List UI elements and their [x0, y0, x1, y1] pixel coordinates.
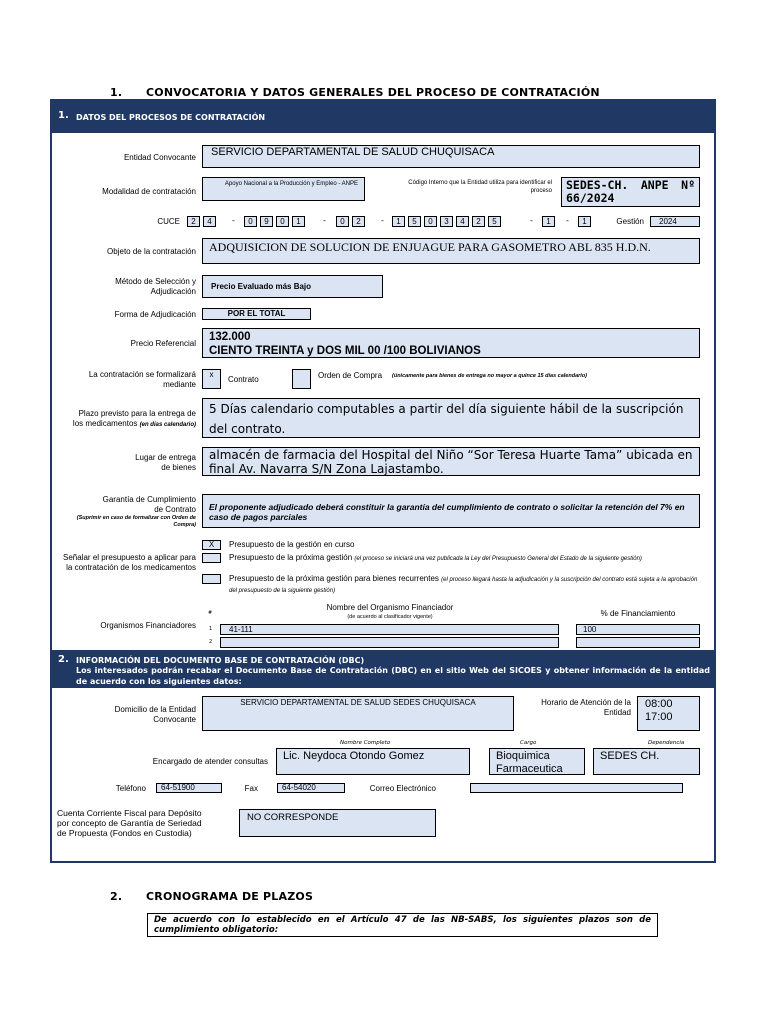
presupuesto-option-2-checkbox[interactable]: [202, 553, 221, 563]
metodo-field[interactable]: Precio Evaluado más Bajo: [202, 275, 383, 298]
domicilio-label-2: Convocante: [153, 715, 196, 724]
lugar-label-1: Lugar de entrega: [135, 453, 196, 462]
band-title: INFORMACIÓN DEL DOCUMENTO BASE DE CONTRATACIÓN (DBC): [76, 656, 365, 665]
contrato-checkbox[interactable]: x: [202, 369, 221, 389]
nombre-header: Nombre Completo: [340, 740, 391, 746]
orden-checkbox[interactable]: [292, 369, 311, 389]
organismo-row-1-pct[interactable]: 100: [576, 624, 700, 635]
cuce-separator: -: [566, 216, 569, 225]
organismos-label: Organismos Financiadores: [100, 621, 196, 630]
modalidad-label: Modalidad de contratación: [102, 187, 196, 196]
garantia-field[interactable]: El proponente adjudicado deberá constituir la garantía del cumplimiento de contrato o solicitar la retención del 7% en caso de pagos parciales: [202, 494, 700, 528]
telefono-field[interactable]: 64-51900: [156, 783, 222, 793]
cargo-line-1: Bioquimica: [496, 750, 550, 762]
organismos-hash: #: [208, 610, 213, 616]
formaliza-label-1: La contratación se formalizará: [88, 370, 196, 379]
objeto-label: Objeto de la contratación: [107, 247, 196, 256]
domicilio-field[interactable]: SERVICIO DEPARTAMENTAL DE SALUD SEDES CHUQUISACA: [202, 696, 514, 731]
codigo-field[interactable]: SEDES-CH. ANPE Nº 66/2024: [561, 177, 700, 207]
precio-label: Precio Referencial: [130, 339, 196, 348]
section-title: CONVOCATORIA Y DATOS GENERALES DEL PROCESO DE CONTRATACIÓN: [146, 86, 600, 99]
cuenta-label-3: de Propuesta (Fondos en Custodia): [57, 828, 192, 838]
cuenta-label-1: Cuenta Corriente Fiscal para Depósito: [57, 808, 202, 818]
encargado-nombre-field[interactable]: Lic. Neydoca Otondo Gomez: [276, 748, 470, 775]
lugar-field[interactable]: almacén de farmacia del Hospital del Niño “Sor Teresa Huarte Tama” ubicada en final Av. Navarra S/N Zona Lajastambo.: [202, 447, 700, 476]
presupuesto-option-1-label: Presupuesto de la gestión en curso: [229, 540, 355, 549]
cuce-digit-box[interactable]: 3: [440, 216, 453, 227]
section-number: 1.: [110, 86, 123, 99]
presupuesto-option-3-checkbox[interactable]: [202, 574, 221, 584]
forma-field[interactable]: POR EL TOTAL: [202, 308, 311, 320]
precio-amount: 132.000: [209, 331, 251, 343]
objeto-field[interactable]: ADQUISICION DE SOLUCION DE ENJUAGUE PARA GASOMETRO ABL 835 H.D.N.: [202, 238, 700, 264]
metodo-label-1: Método de Selección y: [115, 277, 196, 286]
cuce-digit-box[interactable]: 0: [276, 216, 289, 227]
organismo-row-1-name[interactable]: 41-111: [220, 624, 559, 635]
presupuesto-option-2-label: Presupuesto de la próxima gestión: [229, 553, 353, 562]
encargado-cargo-field[interactable]: [489, 748, 585, 775]
organismo-row-2-name[interactable]: [220, 637, 559, 648]
presupuesto-option-3: [229, 574, 699, 596]
fax-label: Fax: [244, 784, 258, 793]
precio-field[interactable]: [202, 328, 700, 358]
garantia-label-1: Garantía de Cumplimiento: [102, 495, 196, 504]
contrato-label: Contrato: [228, 375, 259, 384]
organismos-col-note: (de acuerdo al clasificador vigente): [347, 614, 433, 620]
cuce-digit-box[interactable]: 0: [244, 216, 257, 227]
metodo-label-2: Adjudicación: [150, 287, 196, 296]
cargo-header: Cargo: [520, 740, 537, 746]
presupuesto-label: Señalar el presupuesto a aplicar para la contratación de los medicamentos: [63, 553, 196, 572]
formaliza-label-2: mediante: [163, 380, 196, 389]
organismo-row-2-number: 2: [209, 639, 213, 645]
orden-label: Orden de Compra: [318, 371, 383, 380]
gestion-field[interactable]: 2024: [650, 216, 700, 227]
cuce-digit-box[interactable]: 9: [260, 216, 273, 227]
fax-field[interactable]: 64-54020: [277, 783, 345, 793]
cuce-digit-box[interactable]: 5: [408, 216, 421, 227]
garantia-label-note: (Suprimir en caso de formalizar con Orden de Compra): [76, 515, 196, 528]
presupuesto-option-2-note: (el proceso se iniciará una vez publicada la Ley del Presupuesto General del Estado de la siguiente gestión): [354, 556, 642, 562]
cuce-separator: -: [232, 216, 235, 225]
cuce-digit-box[interactable]: 1: [578, 216, 591, 227]
cuce-digit-box[interactable]: 0: [424, 216, 437, 227]
cuce-digit-box[interactable]: 1: [292, 216, 305, 227]
forma-label: Forma de Adjudicación: [114, 310, 196, 319]
orden-note: (únicamente para bienes de entrega no mayor a quince 15 días calendario): [392, 373, 588, 379]
organismo-row-1-number: 1: [209, 626, 213, 632]
plazo-label-note: (en días calendario): [139, 422, 196, 428]
horario-label-2: Entidad: [603, 708, 631, 717]
gestion-label: Gestión: [616, 217, 644, 226]
precio-literal: CIENTO TREINTA y DOS MIL 00 /100 BOLIVIANOS: [209, 345, 481, 357]
entidad-label: Entidad Convocante: [123, 153, 196, 162]
email-field[interactable]: [470, 783, 683, 793]
horario-open: 08:00: [645, 698, 673, 710]
plazo-field[interactable]: 5 Días calendario computables a partir del día siguiente hábil de la suscripción del contrato.: [202, 398, 700, 438]
cuce-digit-box[interactable]: 4: [203, 216, 216, 227]
cuce-separator: -: [530, 216, 533, 225]
presupuesto-option-3-note: (el proceso llegará hasta la adjudicación y la suscripción del contrato está sujeta a la aprobación del presupuesto de la siguiente gestión): [229, 577, 698, 594]
garantia-label-2: de Contrato: [154, 505, 196, 514]
section-band-2: [50, 650, 716, 688]
horario-field[interactable]: [637, 696, 700, 731]
organismos-col-pct: % de Financiamiento: [600, 609, 676, 618]
cargo-line-2: Farmaceutica: [496, 763, 563, 775]
cronograma-note: De acuerdo con lo establecido en el Artículo 47 de las NB-SABS, los siguientes plazos son de cumplimiento obligatorio:: [147, 913, 658, 937]
cuce-digit-box[interactable]: 2: [472, 216, 485, 227]
section-title: CRONOGRAMA DE PLAZOS: [146, 890, 314, 903]
presupuesto-option-2: [229, 553, 699, 564]
entidad-field[interactable]: SERVICIO DEPARTAMENTAL DE SALUD CHUQUISACA: [202, 145, 700, 168]
cuenta-label-2: por concepto de Garantía de Seriedad: [57, 818, 202, 828]
presupuesto-option-1-checkbox[interactable]: X: [202, 540, 221, 550]
lugar-label-2: de bienes: [161, 463, 196, 472]
domicilio-label-1: Domicilio de la Entidad: [114, 705, 196, 714]
modalidad-field[interactable]: Apoyo Nacional a la Producción y Empleo - ANPE: [202, 177, 365, 201]
band-title: DATOS DEL PROCESOS DE CONTRATACIÓN: [76, 113, 266, 122]
cuce-separator: -: [381, 216, 384, 225]
organismos-col-name: Nombre del Organismo Financiador: [326, 603, 454, 612]
cuce-separator: -: [323, 216, 326, 225]
plazo-label-1: Plazo previsto para la entrega de: [78, 409, 196, 418]
telefono-label: Teléfono: [115, 784, 146, 793]
presupuesto-option-3-label: Presupuesto de la próxima gestión para bienes recurrentes: [229, 574, 439, 583]
codigo-label: Código Interno que la Entidad utiliza para identificar el proceso: [408, 180, 552, 194]
encargado-dependencia-field[interactable]: SEDES CH.: [593, 748, 700, 775]
cuce-digit-box[interactable]: 1: [392, 216, 405, 227]
plazo-label-2: los medicamentos: [72, 419, 138, 428]
horario-close: 17:00: [645, 711, 673, 723]
band-number: 1.: [58, 110, 69, 121]
section-band-1: [50, 99, 716, 133]
organismo-row-2-pct[interactable]: [576, 637, 700, 648]
cuce-digit-box[interactable]: 2: [187, 216, 200, 227]
band-subtitle: Los interesados podrán recabar el Documento Base de Contratación (DBC) en el sitio Web del SICOES y obtener información de la entidad de acuerdo con los siguientes datos:: [76, 666, 710, 686]
cuenta-field[interactable]: NO CORRESPONDE: [239, 809, 436, 837]
section-number: 2.: [110, 890, 123, 903]
email-label: Correo Electrónico: [369, 784, 436, 793]
cuce-digit-box[interactable]: 4: [456, 216, 469, 227]
cuce-digit-box[interactable]: 1: [542, 216, 555, 227]
horario-label-1: Horario de Atención de la: [541, 698, 631, 707]
dependencia-header: Dependencia: [648, 740, 685, 746]
cuce-label: CUCE: [157, 217, 180, 226]
cuce-digit-box[interactable]: 0: [336, 216, 349, 227]
cuce-digit-box[interactable]: 5: [488, 216, 501, 227]
band-number: 2.: [58, 654, 69, 665]
cuce-digit-box[interactable]: 2: [352, 216, 365, 227]
encargado-label: Encargado de atender consultas: [152, 757, 268, 766]
